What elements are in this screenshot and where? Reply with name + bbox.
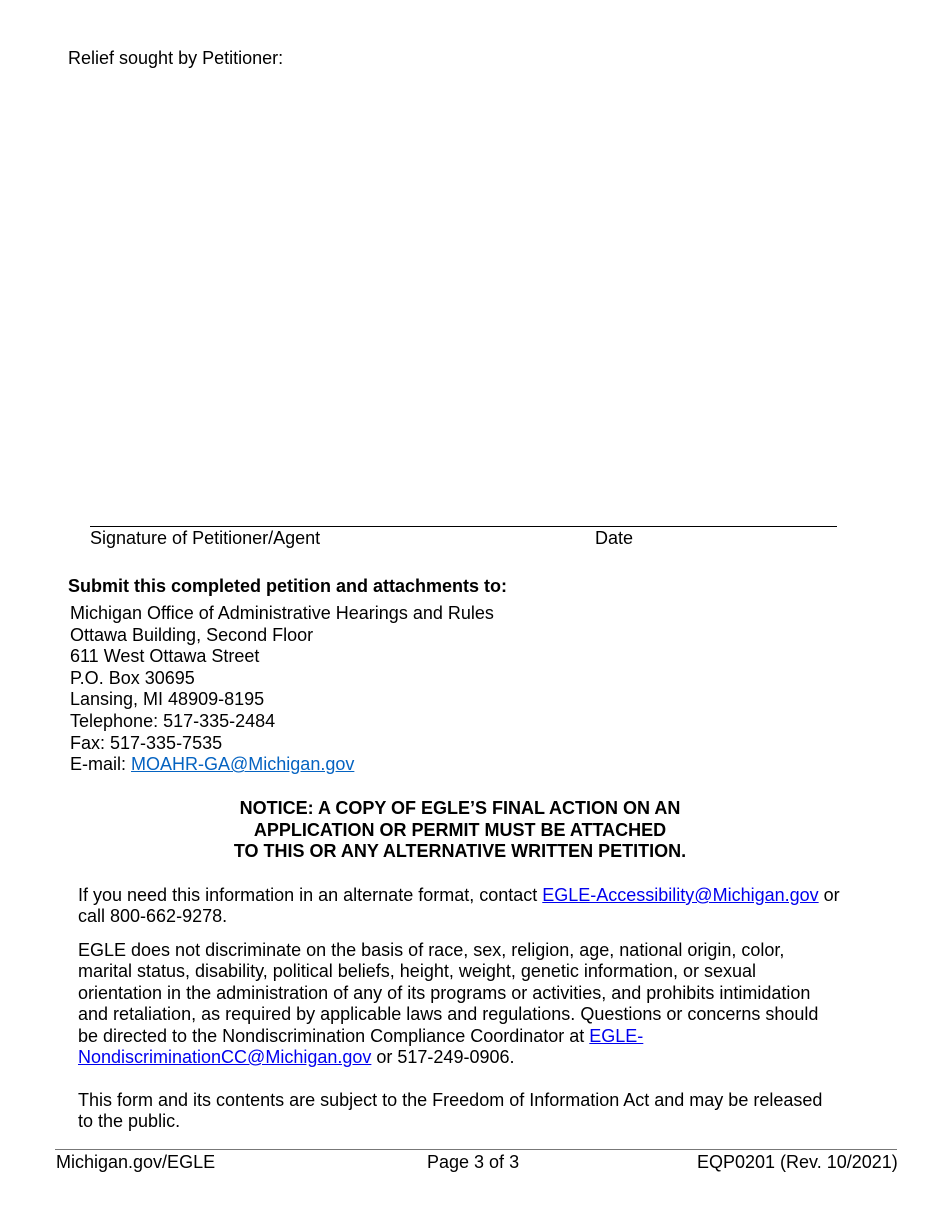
mailing-address <box>70 603 494 776</box>
accessibility-phone: call 800-662-9278. <box>78 906 228 927</box>
signature-label: Signature of Petitioner/Agent <box>90 528 321 548</box>
nondiscrimination-email-link-cont[interactable]: NondiscriminationCC@Michigan.gov <box>78 1047 372 1068</box>
notice-line: APPLICATION OR PERMIT MUST BE ATTACHED <box>253 819 667 840</box>
address-line: Michigan Office of Administrative Hearings and Rules <box>70 603 494 623</box>
moahr-email-link[interactable]: MOAHR-GA@Michigan.gov <box>131 754 355 775</box>
footer-page-number: Page 3 of 3 <box>427 1152 520 1172</box>
fax-line: Fax: 517-335-7535 <box>70 732 223 753</box>
telephone-line: Telephone: 517-335-2484 <box>70 710 276 731</box>
signature-line <box>90 526 837 527</box>
relief-sought-label: Relief sought by Petitioner: <box>68 48 284 68</box>
foia-paragraph <box>78 1090 878 1133</box>
date-label: Date <box>595 528 634 548</box>
submit-heading: Submit this completed petition and attachments to: <box>68 576 508 596</box>
nondiscrimination-phone: or 517-249-0906. <box>371 1047 515 1068</box>
nondiscrimination-line: EGLE does not discriminate on the basis of race, sex, religion, age, national origin, color, <box>78 940 785 960</box>
notice-line: TO THIS OR ANY ALTERNATIVE WRITTEN PETITION. <box>233 841 687 862</box>
notice-line: NOTICE: A COPY OF EGLE’S FINAL ACTION ON AN <box>239 798 681 818</box>
foia-line: This form and its contents are subject to the Freedom of Information Act and may be released <box>78 1090 823 1110</box>
notice-block <box>0 798 920 863</box>
address-line: P.O. Box 30695 <box>70 667 195 688</box>
address-line: Ottawa Building, Second Floor <box>70 624 314 645</box>
email-prefix: E-mail: <box>70 754 132 775</box>
nondiscrimination-line: be directed to the Nondiscrimination Compliance Coordinator at <box>78 1025 590 1046</box>
address-line: Lansing, MI 48909-8195 <box>70 689 265 710</box>
address-line: 611 West Ottawa Street <box>70 646 260 667</box>
nondiscrimination-line: and retaliation, as required by applicable laws and regulations. Questions or concerns should <box>78 1004 819 1025</box>
footer-form-id: EQP0201 (Rev. 10/2021) <box>697 1152 898 1172</box>
nondiscrimination-paragraph <box>78 940 878 1068</box>
accessibility-suffix: or <box>818 885 840 905</box>
accessibility-text: If you need this information in an alternate format, contact <box>78 885 543 905</box>
foia-line: to the public. <box>78 1111 181 1132</box>
nondiscrimination-line: marital status, disability, political beliefs, height, weight, genetic information, or sexual <box>78 961 756 982</box>
accessibility-email-link[interactable]: EGLE-Accessibility@Michigan.gov <box>542 885 819 905</box>
nondiscrimination-email-link[interactable]: EGLE- <box>589 1025 644 1046</box>
accessibility-paragraph <box>78 885 878 928</box>
footer-divider <box>55 1149 897 1150</box>
footer-website: Michigan.gov/EGLE <box>56 1152 216 1172</box>
nondiscrimination-line: orientation in the administration of any of its programs or activities, and prohibits intimidation <box>78 982 811 1003</box>
email-line <box>70 754 494 776</box>
